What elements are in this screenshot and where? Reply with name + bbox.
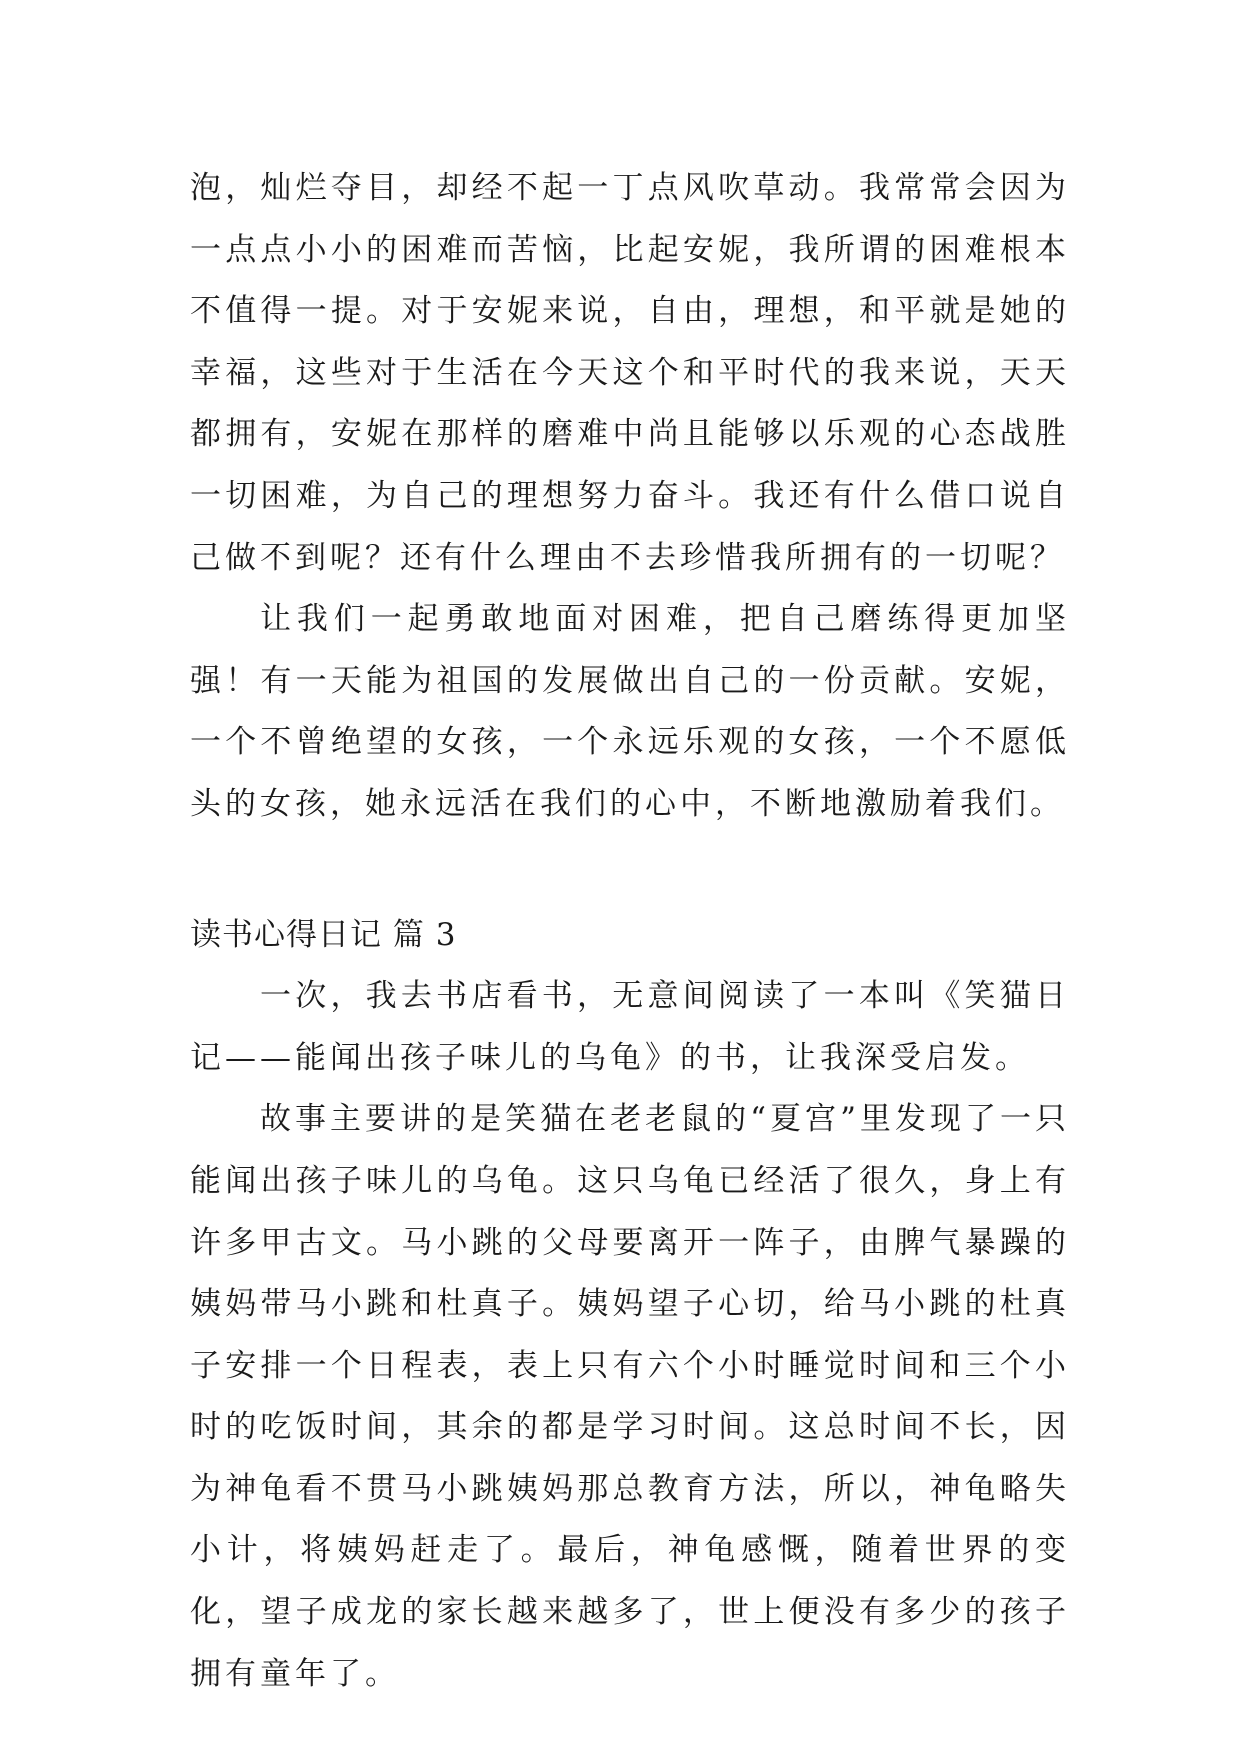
- section-heading: 读书心得日记 篇 3: [190, 916, 457, 953]
- paragraph-intro: 一次，我去书店看书，无意间阅读了一本叫《笑猫日记——能闻出孩子味儿的乌龟》的书，让我深受启发。: [190, 978, 1070, 1076]
- paragraph-continuation: 泡，灿烂夺目，却经不起一丁点风吹草动。我常常会因为一点点小小的困难而苦恼，比起安妮，我所谓的困难根本不值得一提。对于安妮来说，自由，理想，和平就是她的幸福，这些对于生活在今天这个和平时代的我来说，天天都拥有，安妮在那样的磨难中尚且能够以乐观的心态战胜一切困难，为自己的理想努力奋斗。我还有什么借口说自己做不到呢？还有什么理由不去珍惜我所拥有的一切呢？: [190, 170, 1070, 576]
- paragraph-encouragement: 让我们一起勇敢地面对困难，把自己磨练得更加坚强！有一天能为祖国的发展做出自己的一份贡献。安妮，一个不曾绝望的女孩，一个永远乐观的女孩，一个不愿低头的女孩，她永远活在我们的心中，不断地激励着我们。: [190, 601, 1070, 822]
- paragraph-story: 故事主要讲的是笑猫在老老鼠的“夏宫”里发现了一只能闻出孩子味儿的乌龟。这只乌龟已经活了很久，身上有许多甲古文。马小跳的父母要离开一阵子，由脾气暴躁的姨妈带马小跳和杜真子。姨妈望子心切，给马小跳的杜真子安排一个日程表，表上只有六个小时睡觉时间和三个小时的吃饭时间，其余的都是学习时间。这总时间不长，因为神龟看不贯马小跳姨妈那总教育方法，所以，神龟略失小计，将姨妈赶走了。最后，神龟感慨，随着世界的变化，望子成龙的家长越来越多了，世上便没有多少的孩子拥有童年了。: [190, 1101, 1070, 1692]
- section-gap: [190, 836, 1070, 905]
- document-body: [190, 158, 1070, 1705]
